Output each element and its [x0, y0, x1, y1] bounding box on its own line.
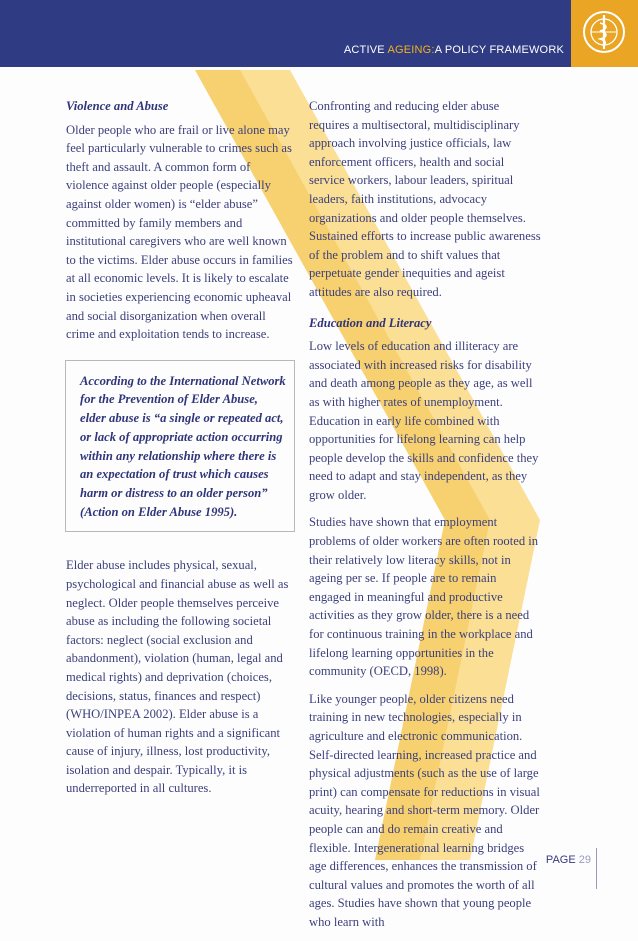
page-number-value: 29: [578, 854, 591, 866]
section-heading-violence-abuse: Violence and Abuse: [66, 99, 169, 113]
right-column: [309, 97, 541, 941]
paragraph-employment-literacy: Studies have shown that employment problems of older workers are often rooted in their relatively low literacy skills, not in ageing per se. If people are to remain engaged in meaningful and productive activities as they grow older, there is a need for continuous training in the workplace and lifelong learning opportunities in the community (OECD, 1998).: [309, 515, 539, 679]
header-title-part1: ACTIVE: [343, 44, 385, 56]
who-emblem-icon: [581, 9, 627, 55]
header-bar: [0, 0, 638, 67]
who-logo-box: [571, 0, 638, 67]
left-column: [66, 97, 295, 807]
header-title-highlight: AGEING:: [387, 44, 435, 56]
page-label: PAGE: [545, 854, 576, 866]
paragraph-training-technologies: Like younger people, older citizens need training in new technologies, especially in agriculture and electronic communication. Self-directed learning, increased practice and physical adjustments (such as the use of large print) can compensate for reductions in visual acuity, hearing and short-term memory. Older people can and do remain creative and flexible. Intergenerational learning bridges age differences, enhances the transmission of cultural values and promotes the worth of all ages. Studies have shown that young people who learn with: [309, 691, 540, 929]
running-header-title: [344, 44, 564, 56]
paragraph-elder-abuse-types: Elder abuse includes physical, sexual, psychological and financial abuse as well as neglect. Older people themselves perceive abuse as including the following societal factors: neglect (social exclusion and abandonment), violation (human, legal and medical rights) and deprivation (choices, decisions, status, finances and respect) (WHO/INPEA 2002). Elder abuse is a violation of human rights and a significant cause of injury, illness, lost productivity, isolation and despair. Typically, it is underreported in all cultures.: [66, 558, 289, 796]
paragraph-confronting-abuse: Confronting and reducing elder abuse requires a multisectoral, multidisciplinary approach involving justice officials, law enforcement officers, health and social service workers, labour leaders, spiritual leaders, faith institutions, advocacy organizations and older people themselves. Sustained efforts to increase public awareness of the problem and to shift values that perpetuate gender inequities and ageist attitudes are also required.: [309, 99, 541, 299]
elder-abuse-definition-quote: According to the International Network for the Prevention of Elder Abuse, elder abuse is “a single or repeated act, or lack of appropriate action occurring within any relationship where there is an expectation of trust which causes harm or distress to an older person” (Action on Elder Abuse 1995).: [65, 360, 295, 533]
paragraph-violence-intro: Older people who are frail or live alone may feel particularly vulnerable to crimes such as theft and assault. A common form of violence against older people (especially against older women) is “elder abuse” committed by family members and institutional caregivers who are well known to the victims. Elder abuse occurs in families at all economic levels. It is likely to escalate in societies experiencing economic upheaval and social disorganization when overall crime and exploitation tends to increase.: [66, 122, 293, 342]
footer-divider: [596, 848, 597, 889]
page-number: [546, 854, 591, 866]
header-title-part3: A POLICY FRAMEWORK: [434, 44, 564, 56]
section-heading-education-literacy: Education and Literacy: [309, 315, 432, 330]
paragraph-education-risks: Low levels of education and illiteracy are associated with increased risks for disability and death among people as they age, as well as with higher rates of unemployment. Education in early life combined with opportunities for lifelong learning can help people develop the skills and confidence they need to adapt and stay independent, as they grow older.: [309, 339, 539, 502]
